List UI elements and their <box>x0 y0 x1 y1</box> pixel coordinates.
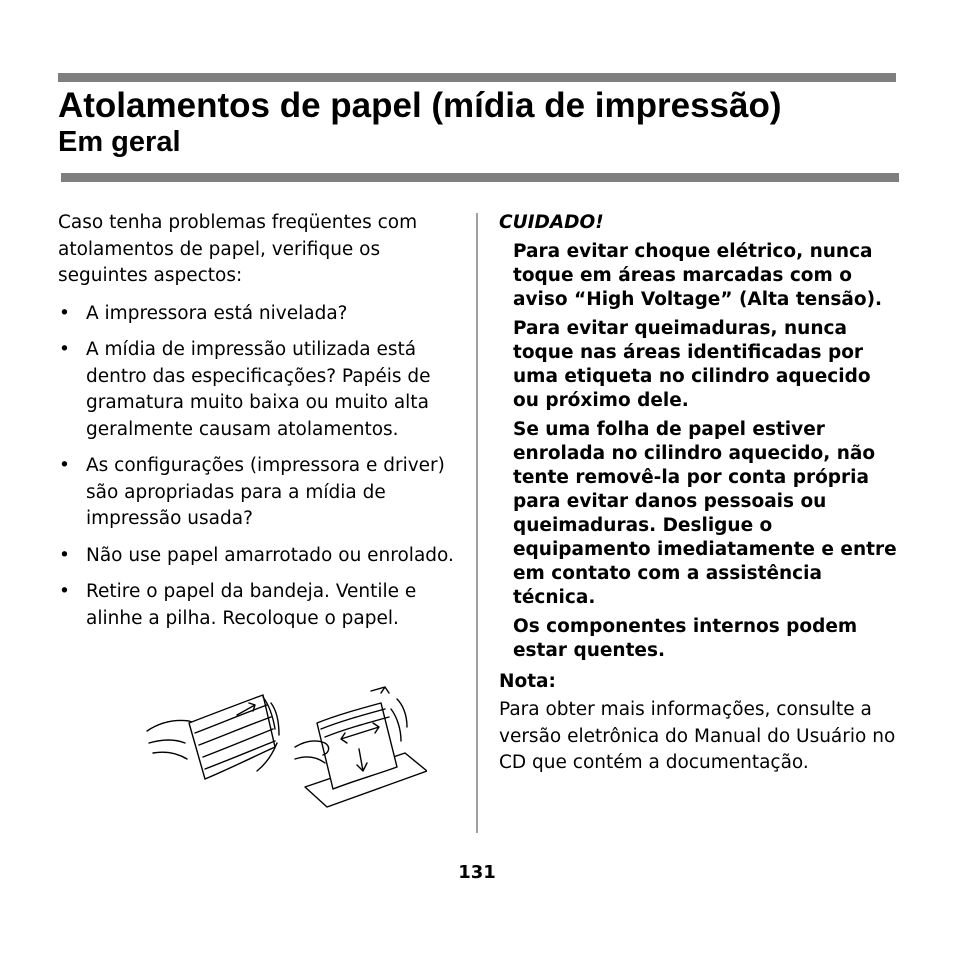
bullet-icon: • <box>59 581 70 602</box>
bullet-icon: • <box>59 339 70 360</box>
bullet-icon: • <box>59 544 70 566</box>
left-column <box>58 210 458 642</box>
list-item-text: Não use papel amarrotado ou enrolado. <box>86 544 454 566</box>
note-heading: Nota: <box>499 671 556 692</box>
column-divider <box>476 213 478 833</box>
list-item-text: As configurações (impressora e driver) são apropriadas para a mídia de impressão usada? <box>86 455 445 529</box>
note-body: Para obter mais informações, consulte a versão eletrônica do Manual do Usuário no CD que contém a documentação. <box>499 699 896 773</box>
header-rule-bottom <box>61 173 899 182</box>
list-item-text: Retire o papel da bandeja. Ventile e alinhe a pilha. Recoloque o papel. <box>86 581 417 629</box>
list-item-text: A mídia de impressão utilizada está dentro das especificações? Papéis de gramatura muito baixa ou muito alta geralmente causam atolamentos. <box>86 339 431 440</box>
intro-paragraph: Caso tenha problemas freqüentes com atolamentos de papel, verifique os seguintes aspectos: <box>58 212 418 286</box>
page-subtitle: Em geral <box>58 126 181 158</box>
checklist <box>58 301 458 633</box>
page-title: Atolamentos de papel (mídia de impressão) <box>58 86 782 125</box>
list-item <box>58 579 458 632</box>
list-item-text: A impressora está nivelada? <box>86 302 348 324</box>
page-number: 131 <box>458 862 496 883</box>
list-item <box>58 543 458 570</box>
caution-heading: CUIDADO! <box>499 212 604 233</box>
list-item <box>58 453 458 533</box>
caution-paragraph: Se uma folha de papel estiver enrolada no cilindro aquecido, não tente removê-la por conta própria para evitar danos pessoais ou queimaduras. Desligue o equipamento imediatamente e entre em contato com a assistência técnica. <box>513 419 897 608</box>
list-item <box>58 301 458 328</box>
caution-paragraph: Os componentes internos podem estar quentes. <box>513 616 858 661</box>
caution-paragraph: Para evitar queimaduras, nunca toque nas áreas identificadas por uma etiqueta no cilindro aquecido ou próximo dele. <box>513 318 871 411</box>
paper-fanning-illustration <box>145 683 427 809</box>
bullet-icon: • <box>59 455 70 476</box>
bullet-icon: • <box>59 302 70 324</box>
header-rule-top <box>58 73 896 82</box>
list-item <box>58 337 458 443</box>
caution-paragraph: Para evitar choque elétrico, nunca toque em áreas marcadas com o aviso “High Voltage” (Alta tensão). <box>513 241 883 310</box>
right-column <box>499 210 899 777</box>
